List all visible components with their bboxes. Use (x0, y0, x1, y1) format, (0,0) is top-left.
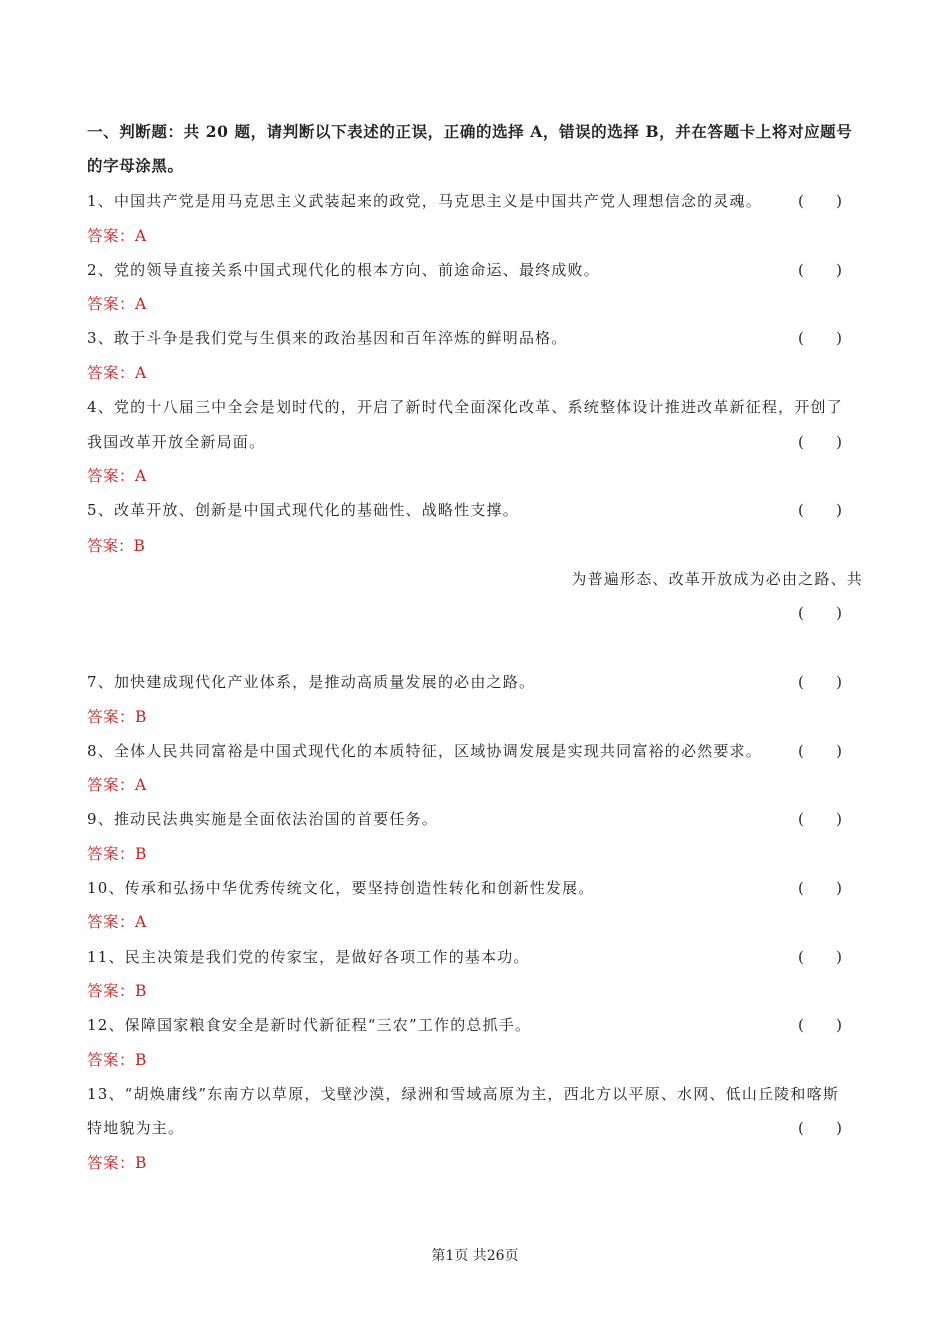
question-10-text: 10、传承和弘扬中华优秀传统文化，要坚持创造性转化和创新性发展。 (87, 879, 595, 897)
question-13-parens: ( ) (798, 1119, 842, 1137)
question-10-parens: ( ) (798, 879, 842, 897)
question-9-parens: ( ) (798, 810, 842, 828)
question-10-answer: 答案：A (87, 913, 147, 931)
question-1-text: 1、中国共产党是用马克思主义武装起来的政党，马克思主义是中国共产党人理想信念的灵魂。 (87, 192, 762, 210)
question-4-parens: ( ) (798, 433, 842, 451)
question-12-parens: ( ) (798, 1016, 842, 1034)
question-3-text: 3、敢于斗争是我们党与生俱来的政治基因和百年淬炼的鲜明品格。 (87, 329, 568, 347)
question-5-parens: ( ) (798, 501, 842, 519)
question-9-text: 9、推动民法典实施是全面依法治国的首要任务。 (87, 810, 438, 828)
question-5-answer-clipped: 答案：B (87, 537, 145, 555)
question-2-answer: 答案：A (87, 295, 147, 313)
question-8-answer: 答案：A (87, 776, 147, 794)
question-4-text-line2: 我国改革开放全新局面。 (87, 433, 266, 451)
question-4-text-line1: 4、党的十八届三中全会是划时代的，开启了新时代全面深化改革、系统整体设计推进改革新征程，开创了 (87, 398, 843, 416)
question-9-answer: 答案：B (87, 845, 147, 863)
question-8-parens: ( ) (798, 742, 842, 760)
question-3-answer: 答案：A (87, 364, 147, 382)
question-11-parens: ( ) (798, 948, 842, 966)
question-3-parens: ( ) (798, 329, 842, 347)
question-6-parens: ( ) (798, 604, 842, 622)
question-13-answer: 答案：B (87, 1154, 147, 1172)
question-11-text: 11、民主决策是我们党的传家宝，是做好各项工作的基本功。 (87, 948, 530, 966)
question-7-answer: 答案：B (87, 708, 147, 726)
question-4-answer: 答案：A (87, 467, 147, 485)
question-8-text: 8、全体人民共同富裕是中国式现代化的本质特征，区域协调发展是实现共同富裕的必然要求。 (87, 742, 762, 760)
question-13-text-line1: 13、“胡焕庸线”东南方以草原，戈壁沙漠，绿洲和雪域高原为主，西北方以平原、水网、低山丘陵和喀斯 (87, 1085, 840, 1103)
question-6-text-fragment: 为普遍形态、改革开放成为必由之路、共 (571, 570, 863, 588)
question-1-answer: 答案：A (87, 227, 147, 245)
question-12-text: 12、保障国家粮食安全是新时代新征程“三农”工作的总抓手。 (87, 1016, 532, 1034)
question-13-text-line2: 特地貌为主。 (87, 1119, 185, 1137)
question-2-text: 2、党的领导直接关系中国式现代化的根本方向、前途命运、最终成败。 (87, 261, 600, 279)
section-heading-line2: 的字母涂黑。 (87, 156, 184, 175)
question-11-answer: 答案：B (87, 982, 147, 1000)
question-2-parens: ( ) (798, 261, 842, 279)
section-heading-line1: 一、判断题：共 20 题，请判断以下表述的正误，正确的选择 A，错误的选择 B，并在答题卡上将对应题号 (87, 122, 853, 141)
page-footer: 第1页 共26页 (431, 1248, 519, 1264)
question-5-text: 5、改革开放、创新是中国式现代化的基础性、战略性支撑。 (87, 501, 519, 519)
question-1-parens: ( ) (798, 192, 842, 210)
question-12-answer: 答案：B (87, 1051, 147, 1069)
question-7-parens: ( ) (798, 673, 842, 691)
question-7-text: 7、加快建成现代化产业体系，是推动高质量发展的必由之路。 (87, 673, 536, 691)
